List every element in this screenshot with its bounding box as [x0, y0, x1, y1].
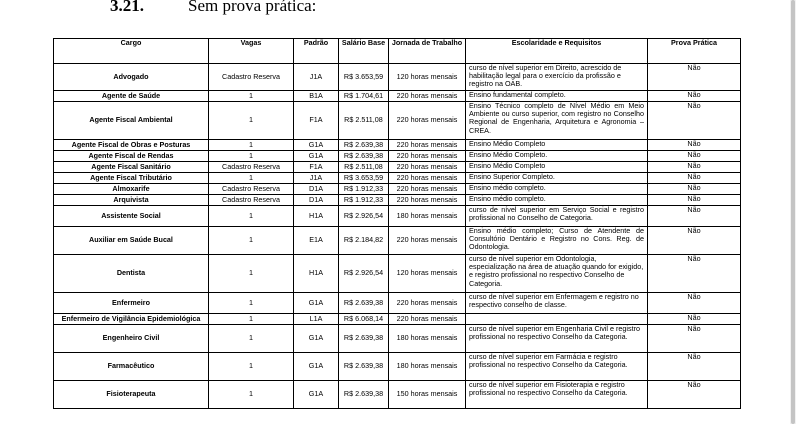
vagas-cell: 1 — [209, 227, 294, 255]
vagas-cell: 1 — [209, 206, 294, 227]
jornada-cell: 220 horas mensais — [389, 91, 466, 102]
padrao-cell: J1A — [294, 64, 339, 91]
table-row — [54, 325, 741, 353]
prova-cell: Não — [648, 227, 741, 255]
table-row — [54, 227, 741, 255]
jornada-cell: 220 horas mensais — [389, 227, 466, 255]
requisitos-cell: curso de nível superior em Fisioterapia e registro profissional no respectivo Conselho da Categoria. — [466, 381, 648, 409]
cargo-cell: Agente Fiscal Sanitário — [54, 162, 209, 173]
jornada-cell: 120 horas mensais — [389, 64, 466, 91]
cargo-cell: Enfermeiro de Vigilância Epidemiológica — [54, 314, 209, 325]
prova-cell: Não — [648, 293, 741, 314]
prova-cell: Não — [648, 255, 741, 293]
vagas-cell: Cadastro Reserva — [209, 184, 294, 195]
padrao-cell: E1A — [294, 227, 339, 255]
requisitos-cell — [466, 314, 648, 325]
salario-cell: R$ 2.639,38 — [339, 381, 389, 409]
padrao-cell: D1A — [294, 195, 339, 206]
padrao-cell: D1A — [294, 184, 339, 195]
requisitos-cell: curso de nível superior em Farmácia e registro profissional no respectivo Conselho da Categoria. — [466, 353, 648, 381]
salario-cell: R$ 1.912,33 — [339, 184, 389, 195]
vagas-cell: Cadastro Reserva — [209, 162, 294, 173]
table-row — [54, 184, 741, 195]
col-header-jornada: Jornada de Trabalho — [389, 39, 466, 64]
table-row — [54, 151, 741, 162]
section-title: Sem prova prática: — [188, 0, 317, 15]
table-row — [54, 381, 741, 409]
vagas-cell: 1 — [209, 102, 294, 140]
scrollbar-thumb[interactable] — [791, 0, 795, 424]
salario-cell: R$ 3.653,59 — [339, 173, 389, 184]
jornada-cell: 220 horas mensais — [389, 162, 466, 173]
cargo-cell: Farmacêutico — [54, 353, 209, 381]
jornada-cell: 220 horas mensais — [389, 102, 466, 140]
padrao-cell: L1A — [294, 314, 339, 325]
cargo-cell: Agente de Saúde — [54, 91, 209, 102]
table-row — [54, 102, 741, 140]
prova-cell: Não — [648, 325, 741, 353]
jornada-cell: 180 horas mensais — [389, 325, 466, 353]
vagas-cell: 1 — [209, 173, 294, 184]
padrao-cell: G1A — [294, 381, 339, 409]
vertical-scrollbar[interactable] — [790, 0, 796, 424]
padrao-cell: G1A — [294, 140, 339, 151]
salario-cell: R$ 1.704,61 — [339, 91, 389, 102]
padrao-cell: G1A — [294, 353, 339, 381]
prova-cell: Não — [648, 184, 741, 195]
requisitos-cell: curso de nível superior em Engenharia Civil e registro profissional no respectivo Conselho da Categoria. — [466, 325, 648, 353]
padrao-cell: H1A — [294, 206, 339, 227]
requisitos-cell: Ensino Superior Completo. — [466, 173, 648, 184]
section-number: 3.21. — [110, 0, 144, 15]
requisitos-cell: Ensino Médio Completo — [466, 140, 648, 151]
jornada-cell: 220 horas mensais — [389, 140, 466, 151]
vagas-cell: Cadastro Reserva — [209, 195, 294, 206]
cargo-cell: Agente Fiscal Tributário — [54, 173, 209, 184]
prova-cell: Não — [648, 102, 741, 140]
salario-cell: R$ 2.639,38 — [339, 151, 389, 162]
requisitos-cell: Ensino Médio Completo. — [466, 151, 648, 162]
cargo-cell: Assistente Social — [54, 206, 209, 227]
jornada-cell: 180 horas mensais — [389, 206, 466, 227]
prova-cell: Não — [648, 140, 741, 151]
jornada-cell: 180 horas mensais — [389, 353, 466, 381]
requisitos-cell: Ensino Técnico completo de Nível Médio em Meio Ambiente ou curso superior, com registro no Conselho Regional de Engenharia, Arquitetura e Agronomia – CREA. — [466, 102, 648, 140]
positions-table — [53, 38, 741, 409]
vagas-cell: Cadastro Reserva — [209, 64, 294, 91]
requisitos-cell: Ensino Médio Completo — [466, 162, 648, 173]
jornada-cell: 220 horas mensais — [389, 184, 466, 195]
prova-cell: Não — [648, 151, 741, 162]
padrao-cell: G1A — [294, 293, 339, 314]
prova-cell: Não — [648, 195, 741, 206]
padrao-cell: G1A — [294, 151, 339, 162]
vagas-cell: 1 — [209, 255, 294, 293]
cargo-cell: Almoxarife — [54, 184, 209, 195]
vagas-cell: 1 — [209, 293, 294, 314]
salario-cell: R$ 6.068,14 — [339, 314, 389, 325]
salario-cell: R$ 2.926,54 — [339, 255, 389, 293]
col-header-prova: Prova Prática — [648, 39, 741, 64]
table-row — [54, 173, 741, 184]
salario-cell: R$ 2.511,08 — [339, 102, 389, 140]
jornada-cell: 220 horas mensais — [389, 195, 466, 206]
col-header-cargo: Cargo — [54, 39, 209, 64]
vagas-cell: 1 — [209, 353, 294, 381]
vagas-cell: 1 — [209, 314, 294, 325]
cargo-cell: Enfermeiro — [54, 293, 209, 314]
requisitos-cell: curso de nível superior em Enfermagem e registro no respectivo conselho de classe. — [466, 293, 648, 314]
prova-cell: Não — [648, 353, 741, 381]
cargo-cell: Agente Fiscal de Rendas — [54, 151, 209, 162]
padrao-cell: F1A — [294, 102, 339, 140]
padrao-cell: G1A — [294, 325, 339, 353]
padrao-cell: F1A — [294, 162, 339, 173]
jornada-cell: 150 horas mensais — [389, 381, 466, 409]
table-row — [54, 91, 741, 102]
cargo-cell: Fisioterapeuta — [54, 381, 209, 409]
col-header-salario: Salário Base — [339, 39, 389, 64]
requisitos-cell: curso de nível superior em Direito, acrescido de habilitação legal para o exercício da profissão e registro na OAB. — [466, 64, 648, 91]
jornada-cell: 120 horas mensais — [389, 255, 466, 293]
vagas-cell: 1 — [209, 91, 294, 102]
vagas-cell: 1 — [209, 325, 294, 353]
cargo-cell: Auxiliar em Saúde Bucal — [54, 227, 209, 255]
table-row — [54, 162, 741, 173]
cargo-cell: Arquivista — [54, 195, 209, 206]
cargo-cell: Advogado — [54, 64, 209, 91]
jornada-cell: 220 horas mensais — [389, 293, 466, 314]
jornada-cell: 220 horas mensais — [389, 173, 466, 184]
prova-cell: Não — [648, 206, 741, 227]
requisitos-cell: curso de nível superior em Odontologia, especialização na área de atuação quando for exigido, e registro profissional no respectivo Conselho de Categoria. — [466, 255, 648, 293]
padrao-cell: H1A — [294, 255, 339, 293]
col-header-escolaridade: Escolaridade e Requisitos — [466, 39, 648, 64]
table-row — [54, 293, 741, 314]
jornada-cell: 220 horas mensais — [389, 151, 466, 162]
table-row — [54, 314, 741, 325]
padrao-cell: B1A — [294, 91, 339, 102]
cargo-cell: Agente Fiscal de Obras e Posturas — [54, 140, 209, 151]
prova-cell: Não — [648, 91, 741, 102]
vagas-cell: 1 — [209, 381, 294, 409]
salario-cell: R$ 3.653,59 — [339, 64, 389, 91]
table-row — [54, 195, 741, 206]
table-row — [54, 353, 741, 381]
cargo-cell: Dentista — [54, 255, 209, 293]
salario-cell: R$ 2.926,54 — [339, 206, 389, 227]
salario-cell: R$ 1.912,33 — [339, 195, 389, 206]
prova-cell: Não — [648, 64, 741, 91]
requisitos-cell: Ensino médio completo. — [466, 195, 648, 206]
table-row — [54, 206, 741, 227]
salario-cell: R$ 2.639,38 — [339, 353, 389, 381]
vagas-cell: 1 — [209, 140, 294, 151]
salario-cell: R$ 2.511,08 — [339, 162, 389, 173]
padrao-cell: J1A — [294, 173, 339, 184]
requisitos-cell: Ensino médio completo; Curso de Atendente de Consultório Dentário e Registro no Cons. Reg. de Odontologia. — [466, 227, 648, 255]
table-row — [54, 140, 741, 151]
requisitos-cell: Ensino fundamental completo. — [466, 91, 648, 102]
table-header-row — [54, 39, 741, 64]
prova-cell: Não — [648, 381, 741, 409]
salario-cell: R$ 2.184,82 — [339, 227, 389, 255]
col-header-padrao: Padrão — [294, 39, 339, 64]
salario-cell: R$ 2.639,38 — [339, 325, 389, 353]
cargo-cell: Engenheiro Civil — [54, 325, 209, 353]
jornada-cell: 220 horas mensais — [389, 314, 466, 325]
prova-cell: Não — [648, 173, 741, 184]
cargo-cell: Agente Fiscal Ambiental — [54, 102, 209, 140]
requisitos-cell: curso de nível superior em Serviço Social e registro profissional no Conselho de Categoria. — [466, 206, 648, 227]
col-header-vagas: Vagas — [209, 39, 294, 64]
vagas-cell: 1 — [209, 151, 294, 162]
section-heading — [110, 0, 316, 16]
table-row — [54, 64, 741, 91]
prova-cell: Não — [648, 162, 741, 173]
salario-cell: R$ 2.639,38 — [339, 140, 389, 151]
table-row — [54, 255, 741, 293]
prova-cell: Não — [648, 314, 741, 325]
requisitos-cell: Ensino médio completo. — [466, 184, 648, 195]
salario-cell: R$ 2.639,38 — [339, 293, 389, 314]
